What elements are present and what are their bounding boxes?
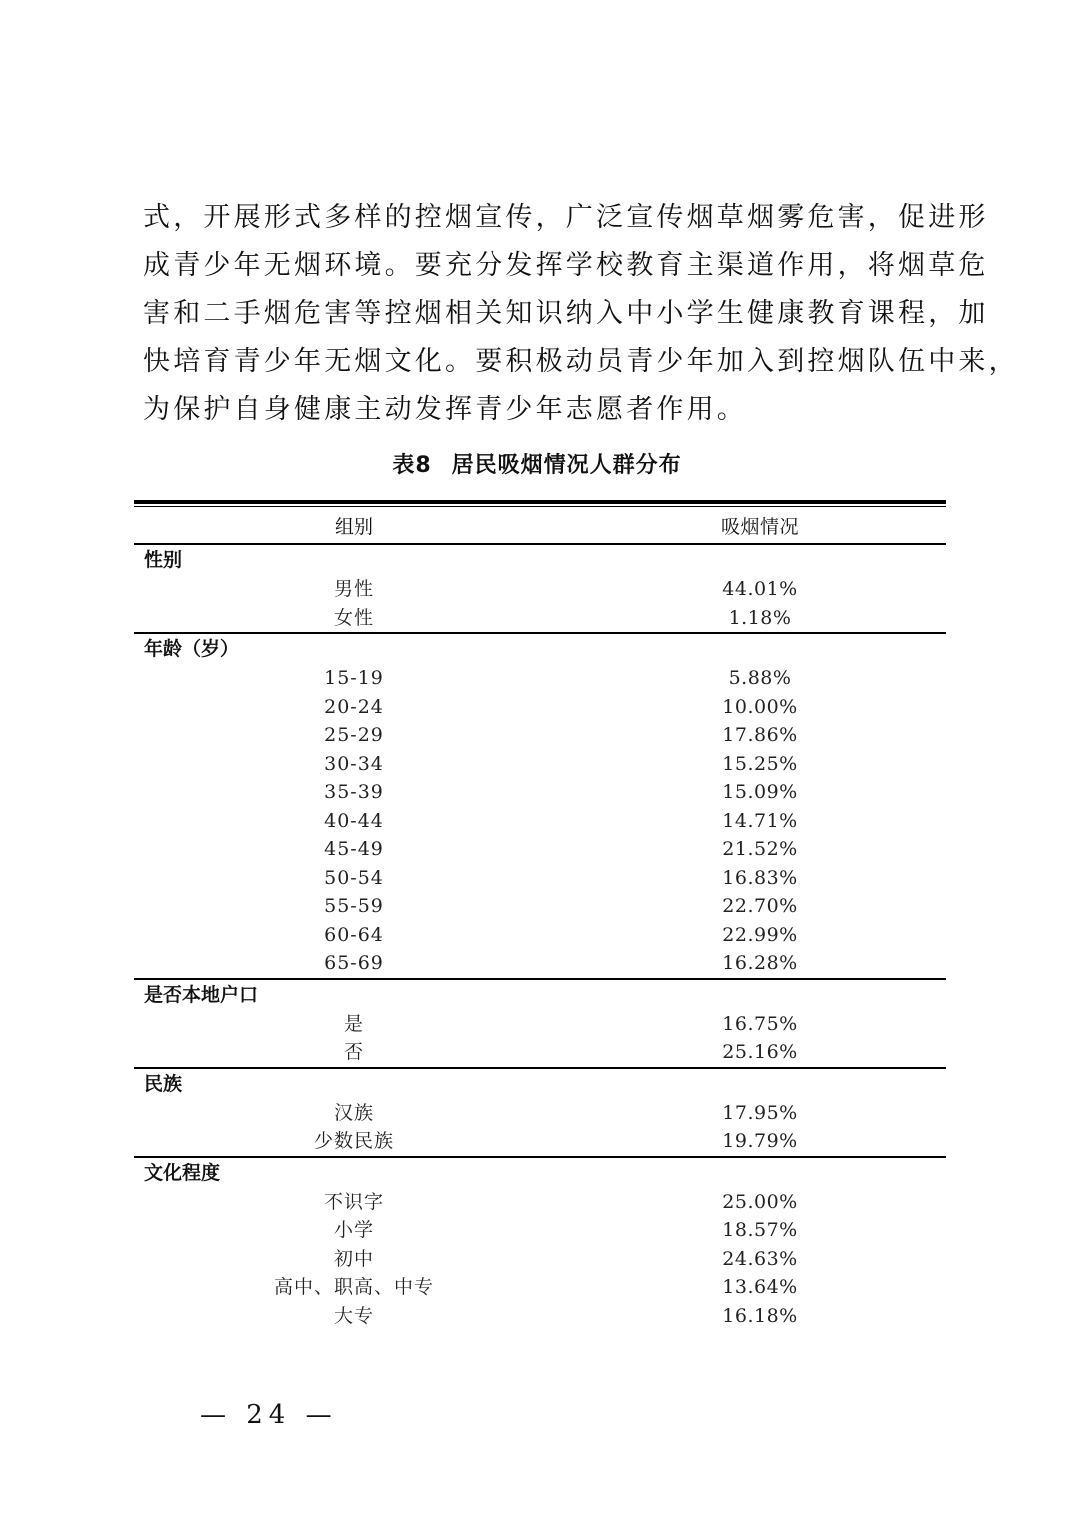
- table-group: [134, 1158, 946, 1331]
- row-value: 19.79%: [722, 1130, 798, 1152]
- table-row: [134, 1099, 946, 1128]
- row-value: 22.99%: [722, 923, 798, 946]
- row-value: 16.18%: [722, 1304, 798, 1327]
- table-row: [134, 721, 946, 750]
- row-label: 少数民族: [313, 1130, 394, 1152]
- row-value: 18.57%: [722, 1219, 798, 1241]
- table-row: [134, 1188, 946, 1217]
- table-row: [134, 1273, 946, 1302]
- row-label: 高中、职高、中专: [273, 1276, 434, 1298]
- row-value: 22.70%: [722, 895, 798, 917]
- table-row: [134, 864, 946, 893]
- row-label: 25-29: [324, 724, 384, 746]
- table-header-row: [134, 507, 946, 545]
- row-label: 40-44: [324, 809, 384, 832]
- table-row: [134, 892, 946, 921]
- row-value: 25.00%: [722, 1190, 798, 1213]
- table-row: [134, 1216, 946, 1245]
- row-label: 否: [343, 1041, 364, 1063]
- table-group: [134, 545, 946, 634]
- row-label: 女性: [333, 606, 374, 629]
- table-row: [134, 604, 946, 633]
- row-label: 45-49: [324, 838, 384, 860]
- paragraph-line: 成青少年无烟环境。要充分发挥学校教育主渠道作用，将烟草危: [143, 250, 989, 281]
- row-value: 16.75%: [722, 1012, 798, 1035]
- table-row: [134, 949, 946, 978]
- table-body: [134, 545, 946, 1330]
- group-heading: 是否本地户口: [144, 983, 259, 1006]
- group-heading: 民族: [144, 1072, 183, 1095]
- row-label: 男性: [333, 578, 374, 600]
- row-value: 17.95%: [722, 1101, 798, 1124]
- table-group: [134, 980, 946, 1069]
- row-value: 21.52%: [722, 838, 798, 860]
- group-heading: 文化程度: [144, 1161, 221, 1184]
- row-value: 14.71%: [722, 809, 798, 832]
- row-label: 55-59: [324, 895, 384, 917]
- table-row: [134, 575, 946, 604]
- header-group: 组别: [334, 515, 373, 538]
- row-label: 30-34: [324, 752, 384, 775]
- body-paragraph: [143, 194, 1019, 434]
- row-label: 不识字: [323, 1190, 384, 1213]
- table-caption: [0, 448, 1074, 479]
- table-caption-number: 表8: [392, 453, 432, 478]
- row-value: 5.88%: [728, 667, 792, 689]
- table-row: [134, 807, 946, 836]
- table-row: [134, 693, 946, 722]
- smoking-distribution-table: [134, 500, 946, 1330]
- paragraph-line: 式，开展形式多样的控烟宣传，广泛宣传烟草烟雾危害，促进形: [143, 202, 989, 233]
- table-group: [134, 634, 946, 980]
- row-value: 16.28%: [722, 952, 798, 974]
- table-group: [134, 1069, 946, 1158]
- table-row: [134, 750, 946, 779]
- row-value: 15.25%: [722, 752, 798, 775]
- paragraph-line: 害和二手烟危害等控烟相关知识纳入中小学生健康教育课程，加: [143, 298, 989, 329]
- row-label: 20-24: [324, 695, 384, 718]
- row-label: 65-69: [324, 952, 384, 974]
- row-label: 35-39: [324, 781, 384, 803]
- header-smoking: 吸烟情况: [720, 515, 799, 538]
- row-label: 大专: [333, 1304, 374, 1327]
- table-row: [134, 1302, 946, 1331]
- paragraph-line: 快培育青少年无烟文化。要积极动员青少年加入到控烟队伍中来，: [143, 346, 1019, 377]
- table-row: [134, 664, 946, 693]
- table-caption-title: 居民吸烟情况人群分布: [451, 453, 682, 478]
- row-value: 17.86%: [722, 724, 798, 746]
- table-row: [134, 1245, 946, 1274]
- row-label: 小学: [333, 1219, 374, 1241]
- table-row: [134, 1010, 946, 1039]
- row-value: 13.64%: [722, 1276, 798, 1298]
- row-value: 1.18%: [728, 606, 792, 629]
- row-value: 16.83%: [722, 866, 798, 889]
- table-top-rule: [134, 500, 946, 507]
- row-value: 15.09%: [722, 781, 798, 803]
- table-row: [134, 1127, 946, 1156]
- row-value: 44.01%: [722, 578, 798, 600]
- table-row: [134, 835, 946, 864]
- row-value: 25.16%: [722, 1041, 798, 1063]
- paragraph-line: 为保护自身健康主动发挥青少年志愿者作用。: [143, 394, 747, 425]
- row-label: 汉族: [333, 1101, 374, 1124]
- group-heading: 年龄（岁）: [144, 638, 240, 660]
- table-row: [134, 921, 946, 950]
- row-value: 24.63%: [722, 1247, 798, 1270]
- table-row: [134, 1038, 946, 1067]
- table-row: [134, 778, 946, 807]
- row-label: 60-64: [324, 923, 384, 946]
- row-label: 是: [343, 1012, 364, 1035]
- row-label: 50-54: [324, 866, 384, 889]
- row-value: 10.00%: [722, 695, 798, 718]
- group-heading: 性别: [144, 549, 183, 571]
- row-label: 15-19: [324, 667, 384, 689]
- row-label: 初中: [333, 1247, 374, 1270]
- page-number: — 24 —: [200, 1400, 338, 1430]
